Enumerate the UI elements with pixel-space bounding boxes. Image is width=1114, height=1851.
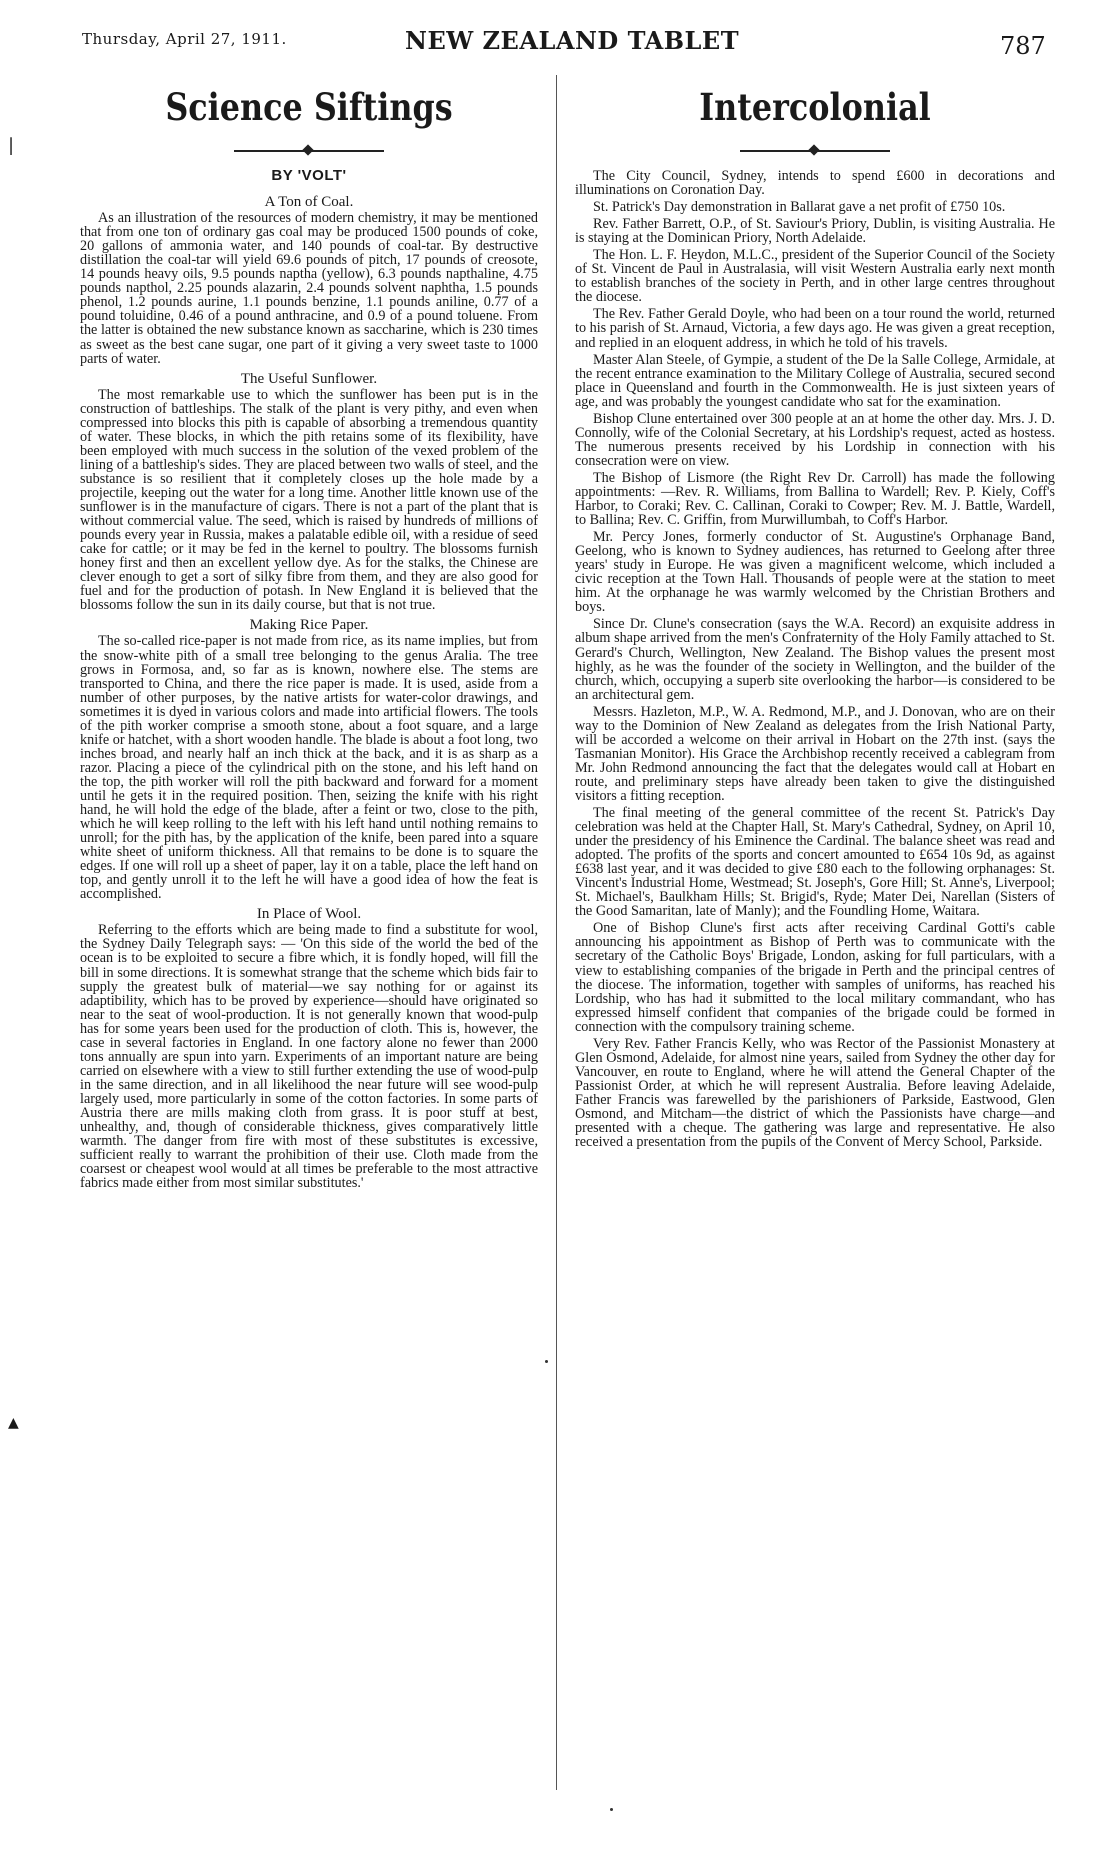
ornament-rule bbox=[234, 145, 384, 157]
news-paragraph: The City Council, Sydney, intends to spend £600 in decorations and illuminations on Coronation Day. bbox=[575, 168, 1055, 199]
science-siftings-column bbox=[80, 75, 538, 1190]
section-title: Science Siftings bbox=[165, 85, 453, 129]
byline: BY 'VOLT' bbox=[271, 167, 347, 184]
margin-arrow-icon: ▲ bbox=[8, 1415, 19, 1431]
page-number: 787 bbox=[1000, 32, 1046, 60]
issue-date: Thursday, April 27, 1911. bbox=[82, 30, 287, 48]
news-paragraph: The Rev. Father Gerald Doyle, who had been on a tour round the world, returned to his parish of St. Arnaud, Victoria, a few days ago. He was given a great reception, and replied in an eloquent address, in which he told of his travels. bbox=[575, 306, 1055, 351]
news-paragraph: Very Rev. Father Francis Kelly, who was Rector of the Passionist Monastery at Glen Osmond, Adelaide, for almost nine years, sailed from Sydney the other day for Vancouver, en route to England, where he will attend the General Chapter of the Passionist Order, at which he will represent Australia. Before leaving Adelaide, Father Francis was farewelled by the parishioners of Parkside, Eastwood, Glen Osmond, and Mitcham—the district of which the Passionists have charge—and presented with a cheque. The gathering was large and representative. He also received a presentation from the pupils of the Convent of Mercy School, Parkside. bbox=[575, 1035, 1055, 1151]
subheading: In Place of Wool. bbox=[256, 906, 362, 923]
scan-speck bbox=[545, 1360, 548, 1363]
news-paragraph: Rev. Father Barrett, O.P., of St. Saviour's Priory, Dublin, is visiting Australia. He is staying at the Dominican Priory, North Adelaide. bbox=[575, 216, 1055, 247]
article-paragraph: As an illustration of the resources of modern chemistry, it may be mentioned that from one ton of ordinary gas coal may be produced 1500 pounds of coke, 20 gallons of ammonia water, and 140 pounds of coal-tar. By destructive distillation the coal-tar will yield 69.6 pounds of pitch, 17 pounds of creosote, 14 pounds heavy oils, 9.5 pounds naptha (yellow), 6.3 pounds napthaline, 4.75 pounds napthol, 2.25 pounds alazarin, 2.4 pounds solvent naphtha, 1.5 pounds phenol, 1.2 pounds aurine, 1.1 pounds benzine, 1.1 pounds aniline, 0.77 of a pound toluidine, 0.46 of a pound anthracine, and 0.9 of a pound toluene. From the latter is obtained the new substance known as saccharine, which is 230 times as sweet as the best cane sugar, one part of it giving a very sweet taste to 1000 parts of water. bbox=[80, 210, 538, 367]
diamond-icon bbox=[302, 144, 313, 155]
section-title: Intercolonial bbox=[699, 85, 931, 129]
article-paragraph: The most remarkable use to which the sunflower has been put is in the construction of battleships. The stalk of the plant is very pithy, and even when compressed into blocks this pith is capable of absorbing a tremendous quantity of water. These blocks, in which the pith retains some of its flexibility, have been employed with much success in the solution of the vexed problem of the lining of a battleship's sides. They are placed between two walls of steel, and the substance is so resilient that it completely closes up the hole made by a projectile, keeping out the water for a long time. Another little known use of the sunflower is in the manufacture of cigars. There is not a part of the plant that is without commercial value. The seed, which is raised by hundreds of millions of pounds every year in Russia, makes a palatable edible oil, with a residue of seed cake for cattle; or it may be fed in the kernel to poultry. The blossoms furnish honey first and then an excellent yellow dye. As for the stalks, the Chinese are clever enough to get a sort of silky fibre from them, and they are also good for fuel and for the production of potash. In New England it is believed that the blossoms follow the sun in its daily course, but that is not true. bbox=[80, 386, 538, 614]
news-paragraph: Bishop Clune entertained over 300 people at an at home the other day. Mrs. J. D. Connolly, wife of the Colonial Secretary, at his Lordship's request, acted as hostess. The numerous presents received by his Lordship in connection with his consecration were on view. bbox=[575, 410, 1055, 469]
news-paragraph: The Bishop of Lismore (the Right Rev Dr. Carroll) has made the following appointments: —Rev. R. Williams, from Ballina to Wardell; Rev. P. Kiely, Coff's Harbor, to Coraki; Rev. C. Callinan, Coraki to Cowper; Rev. M. J. Battle, Wardell, to Ballina; Rev. C. Griffin, from Murwillumbah, to Coff's Harbor. bbox=[575, 469, 1055, 529]
article-paragraph: The so-called rice-paper is not made from rice, as its name implies, but from the snow-white pith of a small tree belonging to the genus Aralia. The tree grows in Formosa, and, so far as is known, nowhere else. The stems are transported to China, and there the rice paper is made. It is used, aside from a number of other purposes, by the native artists for water-color drawings, and sometimes it is dyed in various colors and made into artificial flowers. The tools of the pith worker comprise a smooth stone, about a foot square, and a large knife or hatchet, with a short wooden handle. The blade is about a foot long, two inches broad, and nearly half an inch thick at the back, and it is as sharp as a razor. Placing a piece of the cylindrical pith on the stone, and his left hand on the top, the pith worker will roll the pith backward and forward for a moment until he gets it in the required position. Then, seizing the knife with his right hand, he will hold the edge of the blade, after a feint or two, close to the pith, which he will keep rolling to the left with his left hand until nothing remains to unroll; for the pith has, by the application of the knife, been pared into a square white sheet of uniform thickness. All that remains to be done is to square the edges. If one will roll up a sheet of paper, lay it on a table, place the left hand on top, and gently unroll it to the left he will have a good idea of how the feat is accomplished. bbox=[80, 633, 538, 903]
news-paragraph: Mr. Percy Jones, formerly conductor of St. Augustine's Orphanage Band, Geelong, who is known to Sydney audiences, has returned to Geelong after three years' study in Europe. He was given a magnificent welcome, which included a civic reception at the Town Hall. Thousands of people were at the station to meet him. At the orphanage he was warmly welcomed by the Christian Brothers and boys. bbox=[575, 529, 1055, 616]
news-paragraph: Since Dr. Clune's consecration (says the W.A. Record) an exquisite address in album shape arrived from the men's Confraternity of the Holy Family attached to St. Gerard's Church, Wellington, New Zealand. The Bishop values the present most highly, as he was the founder of the society in Wellington, and the builder of the church, which, occupying a superb site overlooking the harbor—is considered to be an architectural gem. bbox=[575, 616, 1055, 703]
scan-speck bbox=[610, 1808, 613, 1811]
subheading: A Ton of Coal. bbox=[264, 194, 354, 211]
article-paragraph: Referring to the efforts which are being made to find a substitute for wool, the Sydney Daily Telegraph says: — 'On this side of the world the bed of the ocean is to be exploited to secure a fibre which, it is fondly hoped, will fill the bill in some directions. It is somewhat strange that the scheme which bids fair to supply the greatest bulk of material—we say nothing for or against its adaptibility, which has to be proved by experience—should have originated so near to the seat of wool-production. It is not generally known that wood-pulp has for some years been used for the production of cloth. This is, however, the case in several factories in England. In one factory alone no fewer than 2000 tons annually are spun into yarn. Experiments of an important nature are being carried on elsewhere with a view to still further extending the use of wood-pulp in the same direction, and in all likelihood the near future will see wood-pulp largely used, more particularly in some of the cotton factories. In some parts of Austria there are mills making cloth from grass. It is poor stuff at best, unhealthy, and, though of considerable thickness, gives comparatively little warmth. The danger from fire with most of these substitutes is excessive, sufficient really to warrant the prohibition of their use. Cloth made from the coarsest or cheapest wool would at all times be preferable to the most attractive fabrics made either from most similar substitutes.' bbox=[80, 922, 538, 1191]
news-paragraph: Messrs. Hazleton, M.P., W. A. Redmond, M.P., and J. Donovan, who are on their way to the Dominion of New Zealand as delegates from the Irish National Party, will be accorded a welcome on their arrival in Hobart on the 27th inst. (says the Tasmanian Monitor). His Grace the Archbishop recently received a cablegram from Mr. John Redmond announcing the fact that the delegates would call at Hobart en route, and preliminary steps have already been taken to give the distinguished visitors a fitting reception. bbox=[575, 703, 1055, 804]
news-paragraph: The final meeting of the general committee of the recent St. Patrick's Day celebration was held at the Chapter Hall, St. Mary's Cathedral, Sydney, on April 10, under the presidency of his Eminence the Cardinal. The balance sheet was read and adopted. The profits of the sports and concert amounted to £654 10s 9d, as against £638 last year, and it was decided to give £80 each to the following orphanages: St. Vincent's Industrial Home, Westmead; St. Joseph's, Gore Hill; St. Anne's, Liverpool; St. Michael's, Baulkham Hills; St. Brigid's, Ryde; Mater Dei, Narellan (Sisters of the Good Samaritan, late of Manly); and the Foundling Home, Waitara. bbox=[575, 805, 1055, 920]
intercolonial-column bbox=[575, 75, 1055, 1152]
news-paragraph: The Hon. L. F. Heydon, M.L.C., president of the Superior Council of the Society of St. Vincent de Paul in Australasia, will visit Western Australia early next month to establish branches of the society in Perth, and in other large centres throughout the diocese. bbox=[575, 247, 1055, 306]
news-paragraph: St. Patrick's Day demonstration in Ballarat gave a net profit of £750 10s. bbox=[593, 199, 1006, 216]
diamond-icon bbox=[808, 144, 819, 155]
margin-tick-mark: | bbox=[8, 135, 15, 156]
news-paragraph: Master Alan Steele, of Gympie, a student of the De la Salle College, Armidale, at the recent entrance examination to the Military College of Australia, secured second place in Queensland and fourth in the Commonwealth. He is just sixteen years of age, and was probably the youngest candidate who sat for the examination. bbox=[575, 351, 1055, 410]
column-divider bbox=[556, 75, 557, 1790]
news-paragraph: One of Bishop Clune's first acts after receiving Cardinal Gotti's cable announcing his appointment as Bishop of Perth was to communicate with the secretary of the Catholic Boys' Brigade, London, asking for full particulars, with a view to establishing companies of the brigade in Perth and the principal centres of the diocese. The information, together with samples of uniforms, has reached his Lordship, who has had it submitted to the local military commandant, who has expressed himself confident that companies of the brigade could be formed in connection with the compulsory training scheme. bbox=[575, 920, 1055, 1035]
masthead bbox=[0, 0, 1114, 70]
ornament-rule bbox=[740, 145, 890, 157]
subheading: The Useful Sunflower. bbox=[240, 370, 378, 387]
subheading: Making Rice Paper. bbox=[249, 617, 369, 634]
newspaper-title: NEW ZEALAND TABLET bbox=[405, 26, 740, 55]
